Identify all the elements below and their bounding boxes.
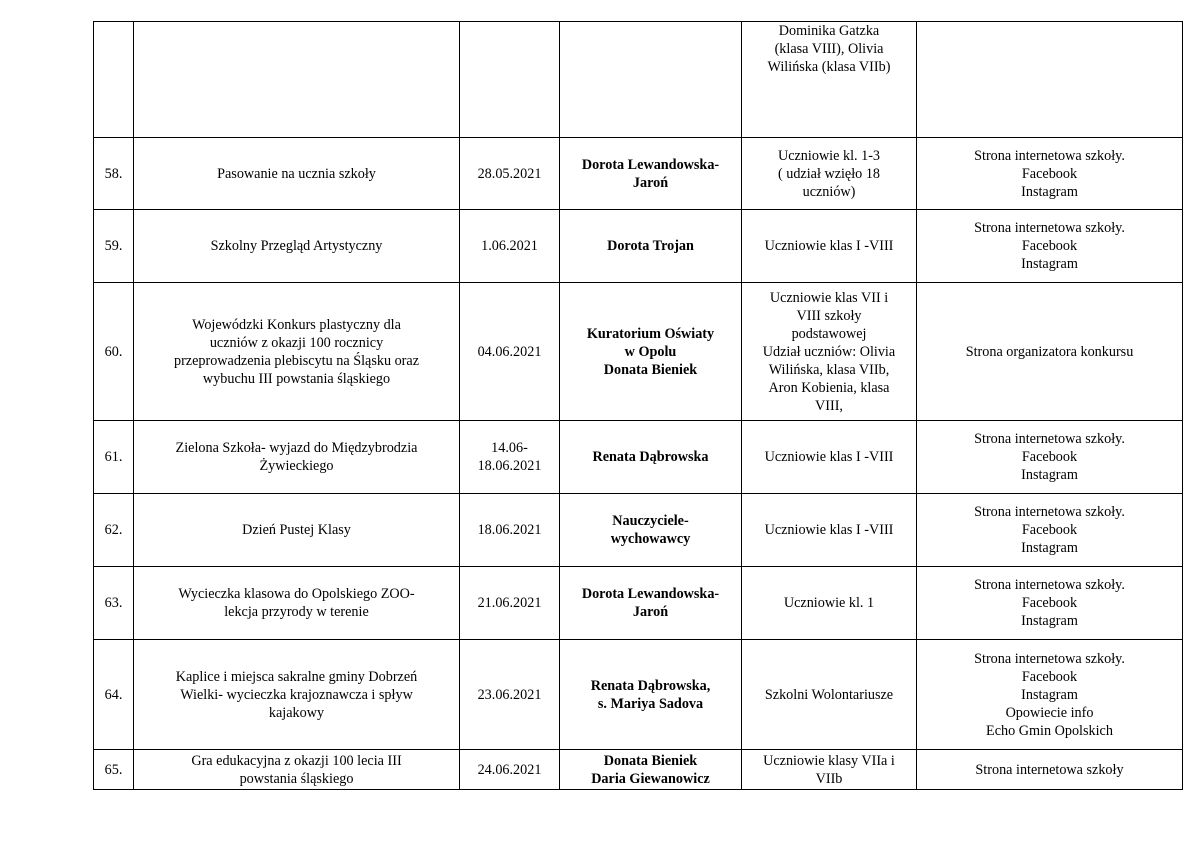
participants-cell (742, 750, 917, 790)
media-cell (917, 494, 1183, 567)
media-line: Instagram (1021, 540, 1078, 556)
participants-line: Wilińska, klasa VIIb, (768, 361, 890, 378)
events-table (93, 21, 1183, 790)
media-cell (917, 138, 1183, 210)
event-line: powstania śląskiego (239, 770, 354, 787)
organizer-cell (560, 494, 742, 567)
event-line: Żywieckiego (259, 458, 334, 474)
row-number-cell: 64. (94, 640, 134, 750)
date-line: 24.06.2021 (477, 761, 542, 778)
media-cell (917, 567, 1183, 640)
media-line: Facebook (1021, 449, 1078, 465)
media-line: Opowiecie info (1005, 704, 1094, 721)
participants-line: Uczniowie klasy VIIa i (763, 752, 895, 769)
media-line: Strona internetowa szkoły. (974, 650, 1125, 667)
media-cell (917, 210, 1183, 283)
participants-line: Uczniowie klas VII i (769, 289, 889, 306)
row-number-cell: 62. (94, 494, 134, 567)
media-line: Strona organizatora konkursu (965, 343, 1134, 360)
participants-line: Uczniowie klas I -VIII (764, 449, 894, 465)
organizer-cell (560, 138, 742, 210)
participants-cell (742, 22, 917, 138)
event-cell (134, 567, 460, 640)
event-cell (134, 138, 460, 210)
event-cell (134, 210, 460, 283)
event-line: Kaplice i miejsca sakralne gminy Dobrzeń (175, 668, 418, 685)
event-cell (134, 640, 460, 750)
date-cell (460, 22, 560, 138)
date-cell (460, 138, 560, 210)
row-number-cell: 63. (94, 567, 134, 640)
organizer-line: Dorota Lewandowska- (581, 156, 720, 173)
participants-line: Dominika Gatzka (778, 23, 880, 39)
organizer-line: wychowawcy (610, 531, 691, 547)
organizer-line: Dorota Trojan (607, 238, 694, 254)
media-line: Facebook (1021, 595, 1078, 611)
participants-line: (klasa VIII), Olivia (774, 41, 884, 57)
media-cell (917, 421, 1183, 494)
media-cell (917, 640, 1183, 750)
participants-line: Udział uczniów: Olivia (762, 343, 896, 360)
table-row (94, 750, 1183, 790)
table-row (94, 640, 1183, 750)
date-line: 1.06.2021 (481, 238, 538, 254)
event-line: Wielki- wycieczka krajoznawcza i spływ (180, 686, 413, 703)
participants-cell (742, 138, 917, 210)
table-row (94, 567, 1183, 640)
date-cell (460, 210, 560, 283)
participants-line: Aron Kobienia, klasa (768, 379, 890, 396)
media-line: Instagram (1021, 686, 1078, 703)
organizer-line: Donata Bieniek (603, 361, 698, 378)
participants-line: podstawowej (791, 325, 867, 342)
media-line: Facebook (1021, 668, 1078, 685)
media-line: Instagram (1021, 613, 1078, 629)
date-cell (460, 750, 560, 790)
date-line: 21.06.2021 (477, 595, 542, 611)
organizer-line: Renata Dąbrowska (592, 449, 709, 465)
date-cell (460, 567, 560, 640)
participants-line: Szkolni Wolontariusze (764, 686, 894, 703)
organizer-cell (560, 22, 742, 138)
participants-line: Uczniowie klas I -VIII (764, 238, 894, 254)
table-row (94, 210, 1183, 283)
media-cell (917, 283, 1183, 421)
event-line: Wycieczka klasowa do Opolskiego ZOO- (178, 586, 415, 602)
organizer-line: Kuratorium Oświaty (586, 325, 715, 342)
participants-line: Uczniowie klas I -VIII (764, 522, 894, 538)
participants-cell (742, 210, 917, 283)
organizer-cell (560, 640, 742, 750)
row-number-cell: 65. (94, 750, 134, 790)
event-line: Szkolny Przegląd Artystyczny (210, 238, 383, 254)
table-row (94, 283, 1183, 421)
participants-line: Wilińska (klasa VIIb) (767, 59, 891, 75)
organizer-line: s. Mariya Sadova (597, 695, 704, 712)
participants-line: VIIb (815, 770, 843, 787)
date-cell (460, 421, 560, 494)
participants-line: VIII, (815, 397, 843, 414)
media-line: Strona internetowa szkoły. (974, 504, 1125, 520)
table-row (94, 138, 1183, 210)
organizer-line: Jaroń (632, 604, 669, 620)
participants-cell (742, 283, 917, 421)
date-cell (460, 283, 560, 421)
organizer-line: w Opolu (624, 343, 677, 360)
date-line: 14.06- (491, 440, 528, 456)
organizer-cell (560, 421, 742, 494)
event-line: uczniów z okazji 100 rocznicy (209, 334, 384, 351)
participants-line: Uczniowie kl. 1 (783, 595, 875, 611)
event-line: Dzień Pustej Klasy (242, 522, 351, 538)
media-line: Echo Gmin Opolskich (986, 722, 1113, 739)
row-number-cell (94, 22, 134, 138)
participants-cell (742, 421, 917, 494)
participants-line: VIII szkoły (796, 307, 862, 324)
media-line: Facebook (1021, 238, 1078, 254)
media-line: Instagram (1021, 183, 1078, 200)
row-number-cell: 58. (94, 138, 134, 210)
organizer-cell (560, 210, 742, 283)
organizer-cell (560, 283, 742, 421)
participants-cell (742, 494, 917, 567)
media-line: Strona internetowa szkoły. (974, 220, 1125, 236)
organizer-cell (560, 567, 742, 640)
organizer-line: Donata Bieniek (603, 752, 698, 769)
event-cell (134, 421, 460, 494)
media-line: Strona internetowa szkoły. (974, 431, 1125, 447)
event-line: Zielona Szkoła- wyjazd do Międzybrodzia (175, 440, 418, 456)
media-line: Strona internetowa szkoły (975, 761, 1124, 778)
organizer-line: Nauczyciele- (612, 513, 689, 529)
event-line: wybuchu III powstania śląskiego (202, 370, 391, 387)
media-cell (917, 750, 1183, 790)
event-line: Wojewódzki Konkurs plastyczny dla (192, 316, 401, 333)
participants-line: ( udział wzięło 18 (777, 165, 881, 182)
event-line: Gra edukacyjna z okazji 100 lecia III (191, 752, 402, 769)
media-line: Instagram (1021, 467, 1078, 483)
participants-line: Uczniowie kl. 1-3 (777, 147, 881, 164)
event-line: kajakowy (268, 704, 325, 721)
date-line: 18.06.2021 (477, 522, 542, 538)
event-cell (134, 22, 460, 138)
row-number-cell: 59. (94, 210, 134, 283)
table-row (94, 421, 1183, 494)
media-line: Instagram (1021, 256, 1078, 272)
event-line: Pasowanie na ucznia szkoły (217, 165, 376, 182)
table-row (94, 22, 1183, 138)
organizer-line: Renata Dąbrowska, (590, 677, 711, 694)
event-cell (134, 283, 460, 421)
date-line: 18.06.2021 (477, 458, 542, 474)
date-line: 28.05.2021 (477, 165, 542, 182)
date-line: 23.06.2021 (477, 686, 542, 703)
row-number-cell: 61. (94, 421, 134, 494)
media-line: Strona internetowa szkoły. (974, 147, 1125, 164)
media-cell (917, 22, 1183, 138)
date-cell (460, 640, 560, 750)
participants-cell (742, 567, 917, 640)
participants-cell (742, 640, 917, 750)
row-number-cell: 60. (94, 283, 134, 421)
organizer-cell (560, 750, 742, 790)
organizer-line: Daria Giewanowicz (591, 770, 710, 787)
organizer-line: Jaroń (632, 174, 669, 191)
table-row (94, 494, 1183, 567)
media-line: Facebook (1021, 165, 1078, 182)
events-table-body (94, 22, 1183, 790)
event-cell (134, 494, 460, 567)
date-line: 04.06.2021 (477, 343, 542, 360)
participants-line: uczniów) (802, 183, 856, 200)
media-line: Strona internetowa szkoły. (974, 577, 1125, 593)
organizer-line: Dorota Lewandowska- (581, 586, 720, 602)
date-cell (460, 494, 560, 567)
media-line: Facebook (1021, 522, 1078, 538)
event-line: przeprowadzenia plebiscytu na Śląsku oraz (173, 352, 420, 369)
event-cell (134, 750, 460, 790)
event-line: lekcja przyrody w terenie (224, 604, 369, 620)
